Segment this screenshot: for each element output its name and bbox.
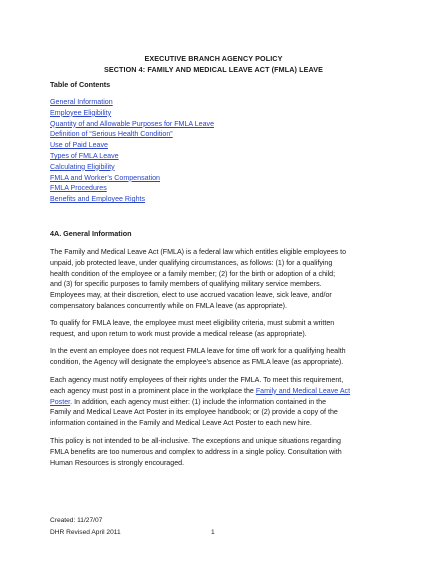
fmla-poster-link-cont[interactable]: Poster xyxy=(50,397,71,406)
text-line: Family and Medical Leave Act Poster in its employee handbook; or (2) provide a copy of the xyxy=(50,408,338,417)
toc-link-general-information[interactable]: General Information xyxy=(50,98,113,106)
text-line: The Family and Medical Leave Act (FMLA) is a federal law which entitles eligible employees to xyxy=(50,248,347,256)
toc-item[interactable] xyxy=(50,97,214,108)
text-line: condition, the Agency will designate the employee’s absence as FMLA leave (as appropriate). xyxy=(50,357,344,366)
created-date: Created: 11/27/07 xyxy=(50,517,103,524)
text-line: and (3) for specific purposes to family members of qualifying military service members. xyxy=(50,280,322,289)
paragraph-notify-employees xyxy=(50,375,390,429)
text-line xyxy=(50,386,390,397)
toc-item[interactable] xyxy=(50,183,214,194)
text-line: Human Resources is strongly encouraged. xyxy=(50,458,185,467)
toc-item[interactable] xyxy=(50,140,214,151)
text-line: compensatory balances concurrently while on FMLA leave (as appropriate). xyxy=(50,301,287,310)
toc-item[interactable] xyxy=(50,151,214,162)
toc-heading: Table of Contents xyxy=(50,80,111,89)
toc-item[interactable] xyxy=(50,108,214,119)
text-line: In the event an employee does not request FMLA leave for time off work for a qualifying health xyxy=(50,347,346,355)
paragraph-policy-note xyxy=(50,436,390,468)
toc-item[interactable] xyxy=(50,129,214,140)
text-segment: . In addition, each agency must either: (1) include the information contained in the xyxy=(70,397,327,406)
toc-link-benefits-rights[interactable]: Benefits and Employee Rights xyxy=(50,195,146,204)
toc-link-types-of-fmla-leave[interactable]: Types of FMLA Leave xyxy=(50,151,119,160)
toc-item[interactable] xyxy=(50,162,214,173)
text-line: request, and upon return to work must provide a medical release (as appropriate). xyxy=(50,329,307,338)
toc-link-quantity-purposes[interactable]: Quantity of and Allowable Purposes for FMLA Leave xyxy=(50,119,215,128)
toc-link-calculating-eligibility[interactable]: Calculating Eligibility xyxy=(50,162,115,171)
toc-item[interactable] xyxy=(50,194,214,205)
text-line: unpaid, job protected leave, under qualifying circumstances, as follows: (1) for a qualifying xyxy=(50,258,333,267)
table-of-contents xyxy=(50,97,214,205)
text-line xyxy=(50,397,390,408)
toc-link-employee-eligibility[interactable]: Employee Eligibility xyxy=(50,108,112,117)
toc-link-workers-compensation[interactable]: FMLA and Worker’s Compensation xyxy=(50,173,161,182)
toc-item[interactable] xyxy=(50,173,214,184)
text-line: To qualify for FMLA leave, the employee must meet eligibility criteria, must submit a written xyxy=(50,319,335,327)
revised-date: DHR Revised April 2011 xyxy=(50,529,121,536)
policy-title: EXECUTIVE BRANCH AGENCY POLICY xyxy=(144,54,283,63)
section-title: SECTION 4: FAMILY AND MEDICAL LEAVE ACT (FMLA) LEAVE xyxy=(103,65,324,74)
toc-link-serious-health-condition[interactable]: Definition of “Serious Health Condition” xyxy=(50,130,173,139)
text-line: FMLA benefits are too numerous and complex to address in a single policy. Consultation with xyxy=(50,447,342,456)
text-line: health condition of the employee or a family member; (2) for the birth or adoption of a child; xyxy=(50,269,336,278)
page-number: 1 xyxy=(211,529,215,536)
paragraph-qualify xyxy=(50,318,390,340)
paragraph-fmla-overview xyxy=(50,247,390,312)
toc-item[interactable] xyxy=(50,119,214,130)
text-segment: each agency must post in a prominent place in the workplace the xyxy=(50,386,256,395)
section-heading: 4A. General Information xyxy=(50,229,132,238)
toc-link-use-of-paid-leave[interactable]: Use of Paid Leave xyxy=(50,141,108,150)
fmla-poster-link[interactable]: Family and Medical Leave Act xyxy=(255,386,351,395)
paragraph-designation xyxy=(50,346,390,368)
text-line: Employees may, at their discretion, elect to use accrued vacation leave, sick leave, and/or xyxy=(50,291,332,300)
text-line: This policy is not intended to be all-inclusive. The exceptions and unique situations regarding xyxy=(50,437,341,445)
text-line: information contained in the Family and Medical Leave Act Poster to each new hire. xyxy=(50,419,312,428)
text-line: Each agency must notify employees of their rights under the FMLA. To meet this requirement, xyxy=(50,376,344,384)
toc-link-fmla-procedures[interactable]: FMLA Procedures xyxy=(50,184,107,193)
